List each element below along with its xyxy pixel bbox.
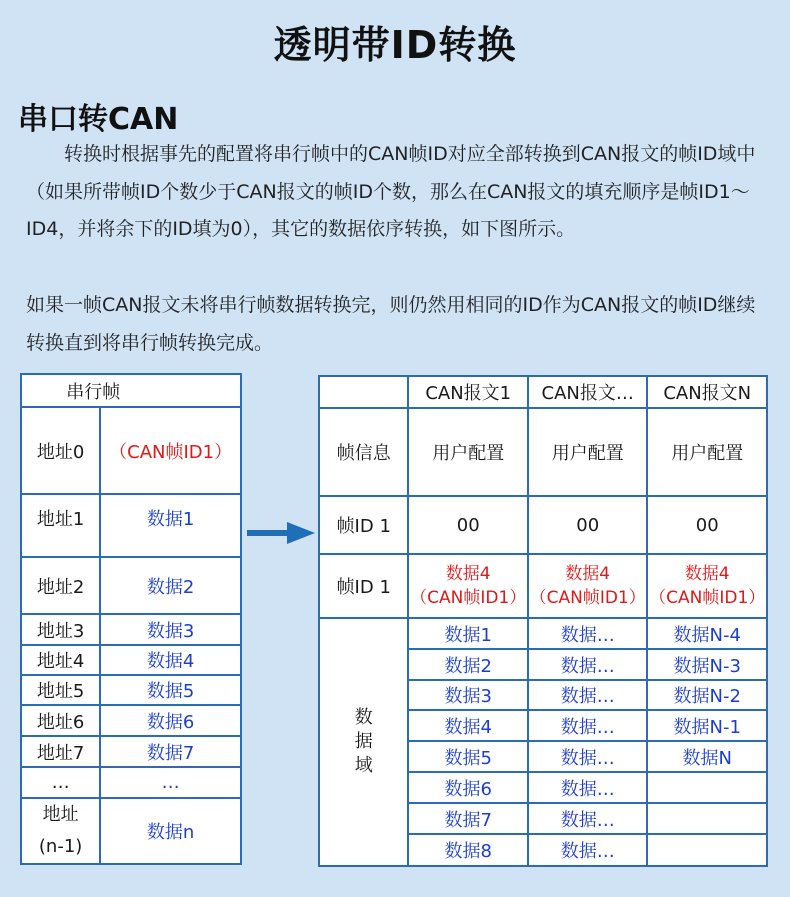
column-header: CAN报文… [528, 376, 648, 408]
data-cell: 数据… [528, 834, 648, 866]
frame-id-row [319, 496, 767, 554]
serial-row [21, 407, 241, 494]
frame-info-cell: 用户配置 [528, 408, 648, 496]
data-cell: 数据4 [100, 645, 241, 675]
serial-frame-header-label: 串行帧 [66, 381, 121, 403]
can-frame-table [318, 375, 768, 867]
frame-id-value: 00 [408, 496, 528, 554]
address-cell [21, 798, 100, 864]
description-paragraph-2: 如果一帧CAN报文未将串行帧数据转换完，则仍然用相同的ID作为CAN报文的帧ID继续转换直到将串行帧转换完成。 [26, 294, 756, 354]
frame-id-data-line: 数据4 [684, 564, 730, 584]
right-arrow-icon [247, 521, 317, 547]
address-line: 地址 [42, 804, 79, 825]
description-paragraph-1: 转换时根据事先的配置将串行帧中的CAN帧ID对应全部转换到CAN报文的帧ID域中（如果所带帧ID个数少于CAN报文的帧ID个数，那么在CAN报文的填充顺序是帧ID1～ID4，并将余下的ID填为0），其它的数据依序转换，如下图所示。 [26, 143, 756, 240]
can-header-row [319, 376, 767, 408]
frame-id-data-cell [647, 554, 767, 618]
frame-id-row [319, 554, 767, 618]
column-header: CAN报文1 [408, 376, 528, 408]
data-cell: … [100, 767, 241, 798]
data-cell: 数据3 [408, 680, 528, 710]
data-cell: 数据… [528, 741, 648, 772]
data-cell: 数据5 [100, 675, 241, 705]
row-label: 帧ID 1 [319, 496, 408, 554]
data-field-label [319, 618, 408, 866]
data-cell: 数据6 [100, 705, 241, 736]
serial-row [21, 736, 241, 767]
address-cell: 地址3 [21, 614, 100, 645]
frame-id-value: 00 [647, 496, 767, 554]
frame-id-cell: （CAN帧ID1） [100, 407, 241, 494]
serial-row [21, 614, 241, 645]
frame-info-cell: 用户配置 [408, 408, 528, 496]
data-cell: 数据… [528, 680, 648, 710]
data-cell: 数据1 [408, 618, 528, 649]
serial-row [21, 798, 241, 864]
corner-cell [319, 376, 408, 408]
data-cell: 数据3 [100, 614, 241, 645]
data-cell [647, 772, 767, 803]
frame-id-data-line: 数据4 [445, 564, 491, 584]
data-cell: 数据6 [408, 772, 528, 803]
data-cell: 数据8 [408, 834, 528, 866]
data-field-char: 数 [354, 707, 373, 728]
data-cell: 数据n [100, 798, 241, 864]
frame-id-data-line: （CAN帧ID1） [649, 588, 766, 608]
data-cell: 数据5 [408, 741, 528, 772]
data-cell: 数据2 [408, 649, 528, 680]
frame-id-data-cell [528, 554, 648, 618]
frame-info-row [319, 408, 767, 496]
address-cell: … [21, 767, 100, 798]
data-row [319, 618, 767, 649]
row-label: 帧ID 1 [319, 554, 408, 618]
data-cell: 数据N-4 [647, 618, 767, 649]
serial-row [21, 675, 241, 705]
data-cell: 数据N-3 [647, 649, 767, 680]
frame-id-data-cell [408, 554, 528, 618]
data-cell: 数据4 [408, 710, 528, 741]
serial-row [21, 767, 241, 798]
row-label: 帧信息 [319, 408, 408, 496]
data-cell: 数据… [528, 710, 648, 741]
serial-row [21, 557, 241, 614]
data-cell: 数据N-1 [647, 710, 767, 741]
data-cell: 数据… [528, 649, 648, 680]
address-cell: 地址6 [21, 705, 100, 736]
address-cell: 地址1 [21, 494, 100, 557]
data-field-char: 据 [354, 731, 373, 752]
address-line: (n-1) [38, 836, 83, 857]
data-cell [647, 803, 767, 834]
data-cell: 数据7 [100, 736, 241, 767]
serial-row [21, 494, 241, 557]
section-title: 串口转CAN [18, 102, 179, 137]
data-cell: 数据… [528, 618, 648, 649]
serial-frame-header [66, 374, 241, 407]
frame-id-data-line: （CAN帧ID1） [529, 588, 646, 608]
data-cell: 数据N-2 [647, 680, 767, 710]
serial-frame-table [20, 373, 242, 865]
address-cell: 地址2 [21, 557, 100, 614]
address-cell: 地址7 [21, 736, 100, 767]
data-cell: 数据2 [100, 557, 241, 614]
page-title: 透明带ID转换 [273, 23, 517, 67]
data-field-char: 域 [354, 755, 373, 776]
frame-id-data-line: （CAN帧ID1） [410, 588, 527, 608]
address-cell: 地址5 [21, 675, 100, 705]
frame-info-cell: 用户配置 [647, 408, 767, 496]
serial-row [21, 645, 241, 675]
data-cell: 数据… [528, 772, 648, 803]
frame-id-data-line: 数据4 [565, 564, 611, 584]
data-cell: 数据… [528, 803, 648, 834]
data-cell: 数据7 [408, 803, 528, 834]
data-cell: 数据1 [100, 494, 241, 557]
column-header: CAN报文N [647, 376, 767, 408]
frame-id-value: 00 [528, 496, 648, 554]
data-cell: 数据N [647, 741, 767, 772]
data-cell [647, 834, 767, 866]
address-cell: 地址4 [21, 645, 100, 675]
address-cell: 地址0 [21, 407, 100, 494]
serial-row [21, 705, 241, 736]
